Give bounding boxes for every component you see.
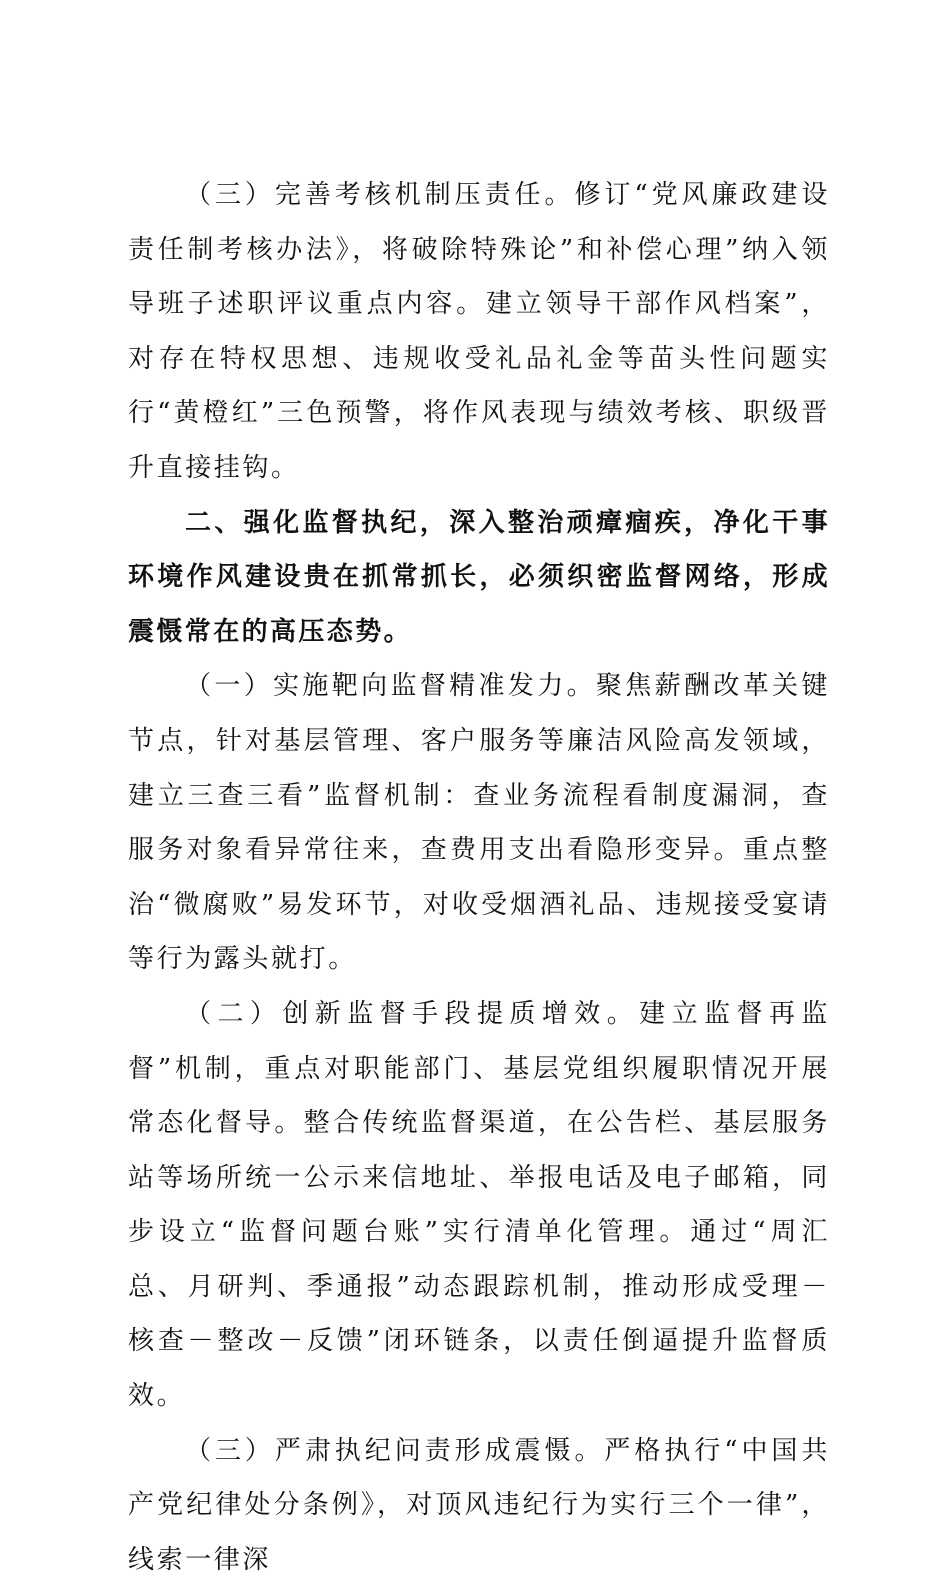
section-heading-supervision: 二、强化监督执纪，深入整治顽瘴痼疾，净化干事环境作风建设贵在抓常抓长，必须织密监督网络，形成震慑常在的高压态势。 [128,507,830,647]
paragraph-targeted-supervision: （一）实施靶向监督精准发力。聚焦薪酬改革关键节点，针对基层管理、客户服务等廉洁风险高发领域，建立三查三看”监督机制：查业务流程看制度漏洞，查服务对象看异常往来，查费用支出看隐形变异。重点整治“微腐败”易发环节，对收受烟酒礼品、违规接受宴请等行为露头就打。 [128,671,830,975]
paragraph-discipline-accountability: （三）严肃执纪问责形成震慑。严格执行“中国共产党纪律处分条例》，对顶风违纪行为实行三个一律”，线索一律深 [128,1435,830,1575]
document-body [128,168,830,1587]
paragraph-supervision-innovation: （二）创新监督手段提质增效。建立监督再监督”机制，重点对职能部门、基层党组织履职情况开展常态化督导。整合传统监督渠道，在公告栏、基层服务站等场所统一公示来信地址、举报电话及电子邮箱，同步设立“监督问题台账”实行清单化管理。通过“周汇总、月研判、季通报”动态跟踪机制，推动形成受理－核查－整改－反馈”闭环链条，以责任倒逼提升监督质效。 [128,998,830,1412]
paragraph-assessment-mechanism: （三）完善考核机制压责任。修订“党风廉政建设责任制考核办法》，将破除特殊论”和补偿心理”纳入领导班子述职评议重点内容。建立领导干部作风档案”，对存在特权思想、违规收受礼品礼金等苗头性问题实行“黄橙红”三色预警，将作风表现与绩效考核、职级晋升直接挂钩。 [128,180,830,483]
